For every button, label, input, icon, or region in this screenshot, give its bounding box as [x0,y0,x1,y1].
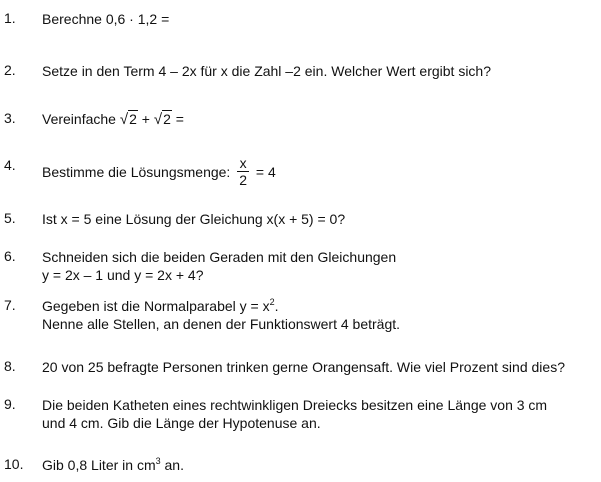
text-line: Schneiden sich die beiden Geraden mit den Gleichungen [42,249,397,265]
text-line: y = 2x – 1 und y = 2x + 4? [42,267,204,283]
exercise-number: 1. [4,10,16,26]
text-prefix: Bestimme die Lösungsmenge: [42,164,235,181]
exercise-number: 7. [4,297,16,313]
exercise-text: Berechne 0,6 · 1,2 = [42,11,170,27]
exercise-text [42,110,184,129]
exercise-number: 3. [4,110,16,126]
text-segment: Gib 0,8 Liter in cm [42,457,156,473]
exercise-text: Ist x = 5 eine Lösung der Gleichung x(x + 5) = 0? [42,211,346,227]
text-segment: Gegeben ist die Normalparabel y = x [42,298,270,314]
exercise-text [42,157,276,190]
text-segment: . [274,298,279,314]
radicand: 2 [163,111,171,127]
exercise-number: 9. [4,396,16,412]
fraction [237,155,249,188]
text-suffix: = 4 [252,164,276,181]
exercise-text [42,456,184,474]
exercise-text [42,396,547,432]
text-prefix: Vereinfache [42,111,120,127]
text-segment: an. [160,457,184,473]
exercise-text: Setze in den Term 4 – 2x für x die Zahl –2 ein. Welcher Wert ergibt sich? [42,63,491,79]
text-line: Nenne alle Stellen, an denen der Funktionswert 4 beträgt. [42,316,401,332]
fraction-numerator: x [237,155,249,172]
exercise-number: 4. [4,157,16,173]
superscript: 3 [155,456,161,466]
fraction-denominator: 2 [239,172,248,188]
exercise-number: 5. [4,210,16,226]
text-line: und 4 cm. Gib die Länge der Hypotenuse an. [42,415,321,431]
exercise-text: 20 von 25 befragte Personen trinken gerne Orangensaft. Wie viel Prozent sind dies? [42,359,565,375]
text-suffix: = [171,111,184,127]
text-line: Die beiden Katheten eines rechtwinkligen Dreiecks besitzen eine Länge von 3 cm [42,397,548,413]
exercise-number: 6. [4,248,16,264]
exercise-number: 2. [4,62,16,78]
superscript: 2 [269,297,275,307]
exercise-text [42,297,400,333]
exercise-number: 8. [4,358,16,374]
exercise-text [42,248,396,284]
square-root [120,110,138,129]
radical-sign-icon: √ [153,111,163,128]
square-root [154,110,172,129]
radicand: 2 [129,111,137,127]
text-line [42,297,400,315]
plus-sign: + [137,111,154,127]
exercise-number: 10. [4,456,24,472]
radical-sign-icon: √ [119,111,129,128]
